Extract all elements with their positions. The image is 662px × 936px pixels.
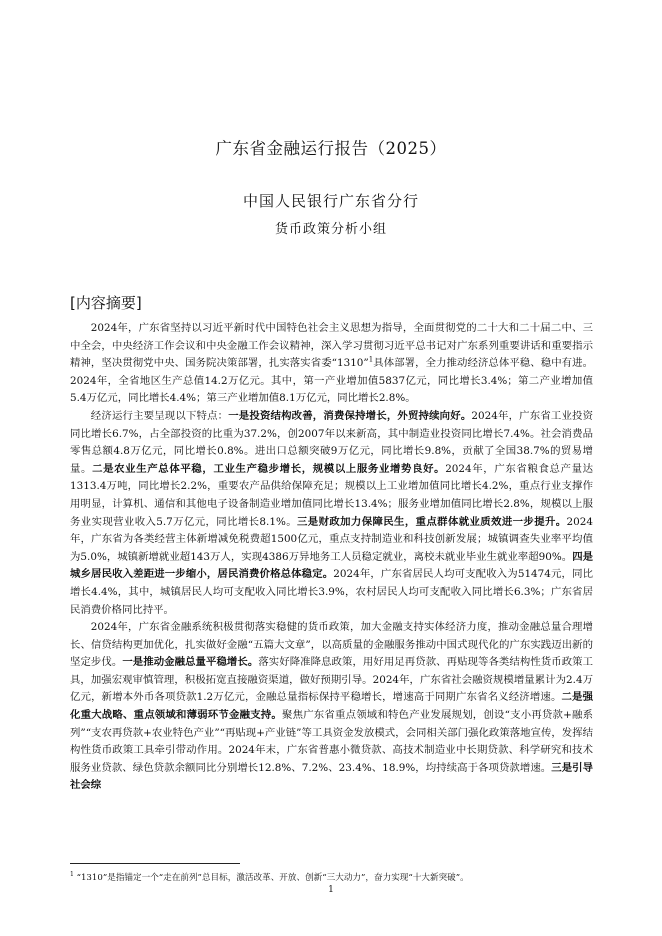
p3-bold-3: 三是引导社会综 [70,761,594,792]
paragraph-3 [70,619,593,795]
p2-bold-3: 三是财政加力保障民生，重点群体就业质效进一步提升。 [297,515,567,528]
group-name: 货币政策分析小组 [274,222,387,237]
p2-text-2: 2024年，广东省工业投资同比增长6.7%，占全部投资的比重为37.2%，创2007年以来新高，其中制造业投资同比增长7.4%。社会消费品零售总额4.8万亿元，同比增长0.8%。进出口总额突破9万亿元，同比增长9.8%，贡献了全国38.7%的贸易增量。 [70,409,593,475]
footnote-divider [70,863,240,864]
page-number: 1 [328,885,334,895]
report-title: 广东省金融运行报告（2025） [215,139,447,158]
p3-bold-1: 一是推动金融总量平稳增长。 [122,656,259,669]
paragraph-1 [70,320,593,408]
abstract-body [70,320,593,795]
footnote-reference: 1 [368,355,374,364]
p2-bold-1: 一是投资结构改善，消费保持增长，外贸持续向好。 [228,409,472,422]
p2-text-5: 2024年，广东省居民人均可支配收入为51474元，同比增长4.4%，其中，城镇居民人均可支配收入同比增长3.9%，农村居民人均可支配收入同比增长6.3%；广东省居民消费价格同比持平。 [70,568,594,616]
footnote [70,869,593,884]
p1-text-2: 具体部署，全力推动经济总体平稳、稳中有进。2024年，全省地区生产总值14.2万亿元。其中，第一产业增加值5837亿元，同比增长3.4%；第二产业增加值5.4万亿元，同比增长4.4%；第三产业增加值8.1万亿元，同比增长2.8%。 [70,357,593,405]
footnote-mark: 1 [70,871,74,878]
paragraph-2 [70,408,593,619]
p3-text-1: 2024年，广东省金融系统积极贯彻落实稳健的货币政策，加大金融支持实体经济力度，推动金融总量合理增长、信贷结构更加优化，扎实做好金融“五篇大文章”，以高质量的金融服务推动中国式现代化的广东实践迈出新的坚定步伐。 [70,621,593,669]
p2-bold-4: 四是城乡居民收入差距进一步缩小，居民消费价格总体稳定。 [70,550,594,581]
organization-name: 中国人民银行广东省分行 [242,192,419,210]
p3-text-3: 聚焦广东省重点领域和特色产业发展规划，创设“支小再贷款+融系列”“支农再贷款+农业特色产业”“再贴现+产业链”等工具资金发放模式，会同相关部门强化政策落地宣传，发挥结构性货币政策工具牵引带动作用。2024年末，广东省普惠小微贷款、高技术制造业中长期贷款、科学研究和技术服务业贷款、绿色贷款余额同比分别增长12.8%、7.2%、23.4%、18.9%，均持续高于各项贷款增速。 [70,709,594,774]
p2-text-4: 2024年，广东省为各类经营主体新增减免税费超1500亿元，重点支持制造业和科技创新发展；城镇调查失业率平均值为5.0%，城镇新增就业超143万人，实现4386万异地务工人员稳定就业，离校未就业毕业生就业率超90%。 [70,515,593,563]
p3-bold-2: 二是强化重大战略、重点领域和薄弱环节金融支持。 [70,691,593,722]
abstract-heading: [内容摘要] [70,294,142,312]
p3-text-2: 落实好降准降息政策，用好用足再贷款、再贴现等各类结构性货币政策工具，加强宏观审慎管理，积极拓宽直接融资渠道，做好预期引导。2024年，广东省社会融资规模增量累计为2.4万亿元，新增本外币各项贷款1.2万亿元，金融总量指标保持平稳增长，增速高于同期广东省名义经济增速。 [70,656,594,704]
footnote-text: “1310”是指锚定一个“走在前列”总目标，激活改革、开放、创新“三大动力”，奋力实现“十大新突破”。 [76,872,469,883]
p2-text-3: 2024年，广东省粮食总产量达1313.4万吨，同比增长2.2%，重要农产品供给保障充足；规模以上工业增加值同比增长4.2%，重点行业支撑作用明显，计算机、通信和其他电子设备制造业增加值同比增长13.4%；服务业增加值同比增长2.8%，规模以上服务业实现营业收入5.7万亿元，同比增长8.1%。 [70,462,594,528]
p1-text-1: 2024年，广东省坚持以习近平新时代中国特色社会主义思想为指导，全面贯彻党的二十大和二十届二中、三中全会，中央经济工作会议和中央金融工作会议精神，深入学习贯彻习近平总书记对广东系列重要讲话和重要指示精神，坚决贯彻党中央、国务院决策部署，扎实落实省委“1310” [70,322,593,370]
p2-bold-2: 二是农业生产总体平稳，工业生产稳步增长，规模以上服务业增势良好。 [92,462,446,475]
p2-text-1: 经济运行主要呈现以下特点： [90,409,229,422]
